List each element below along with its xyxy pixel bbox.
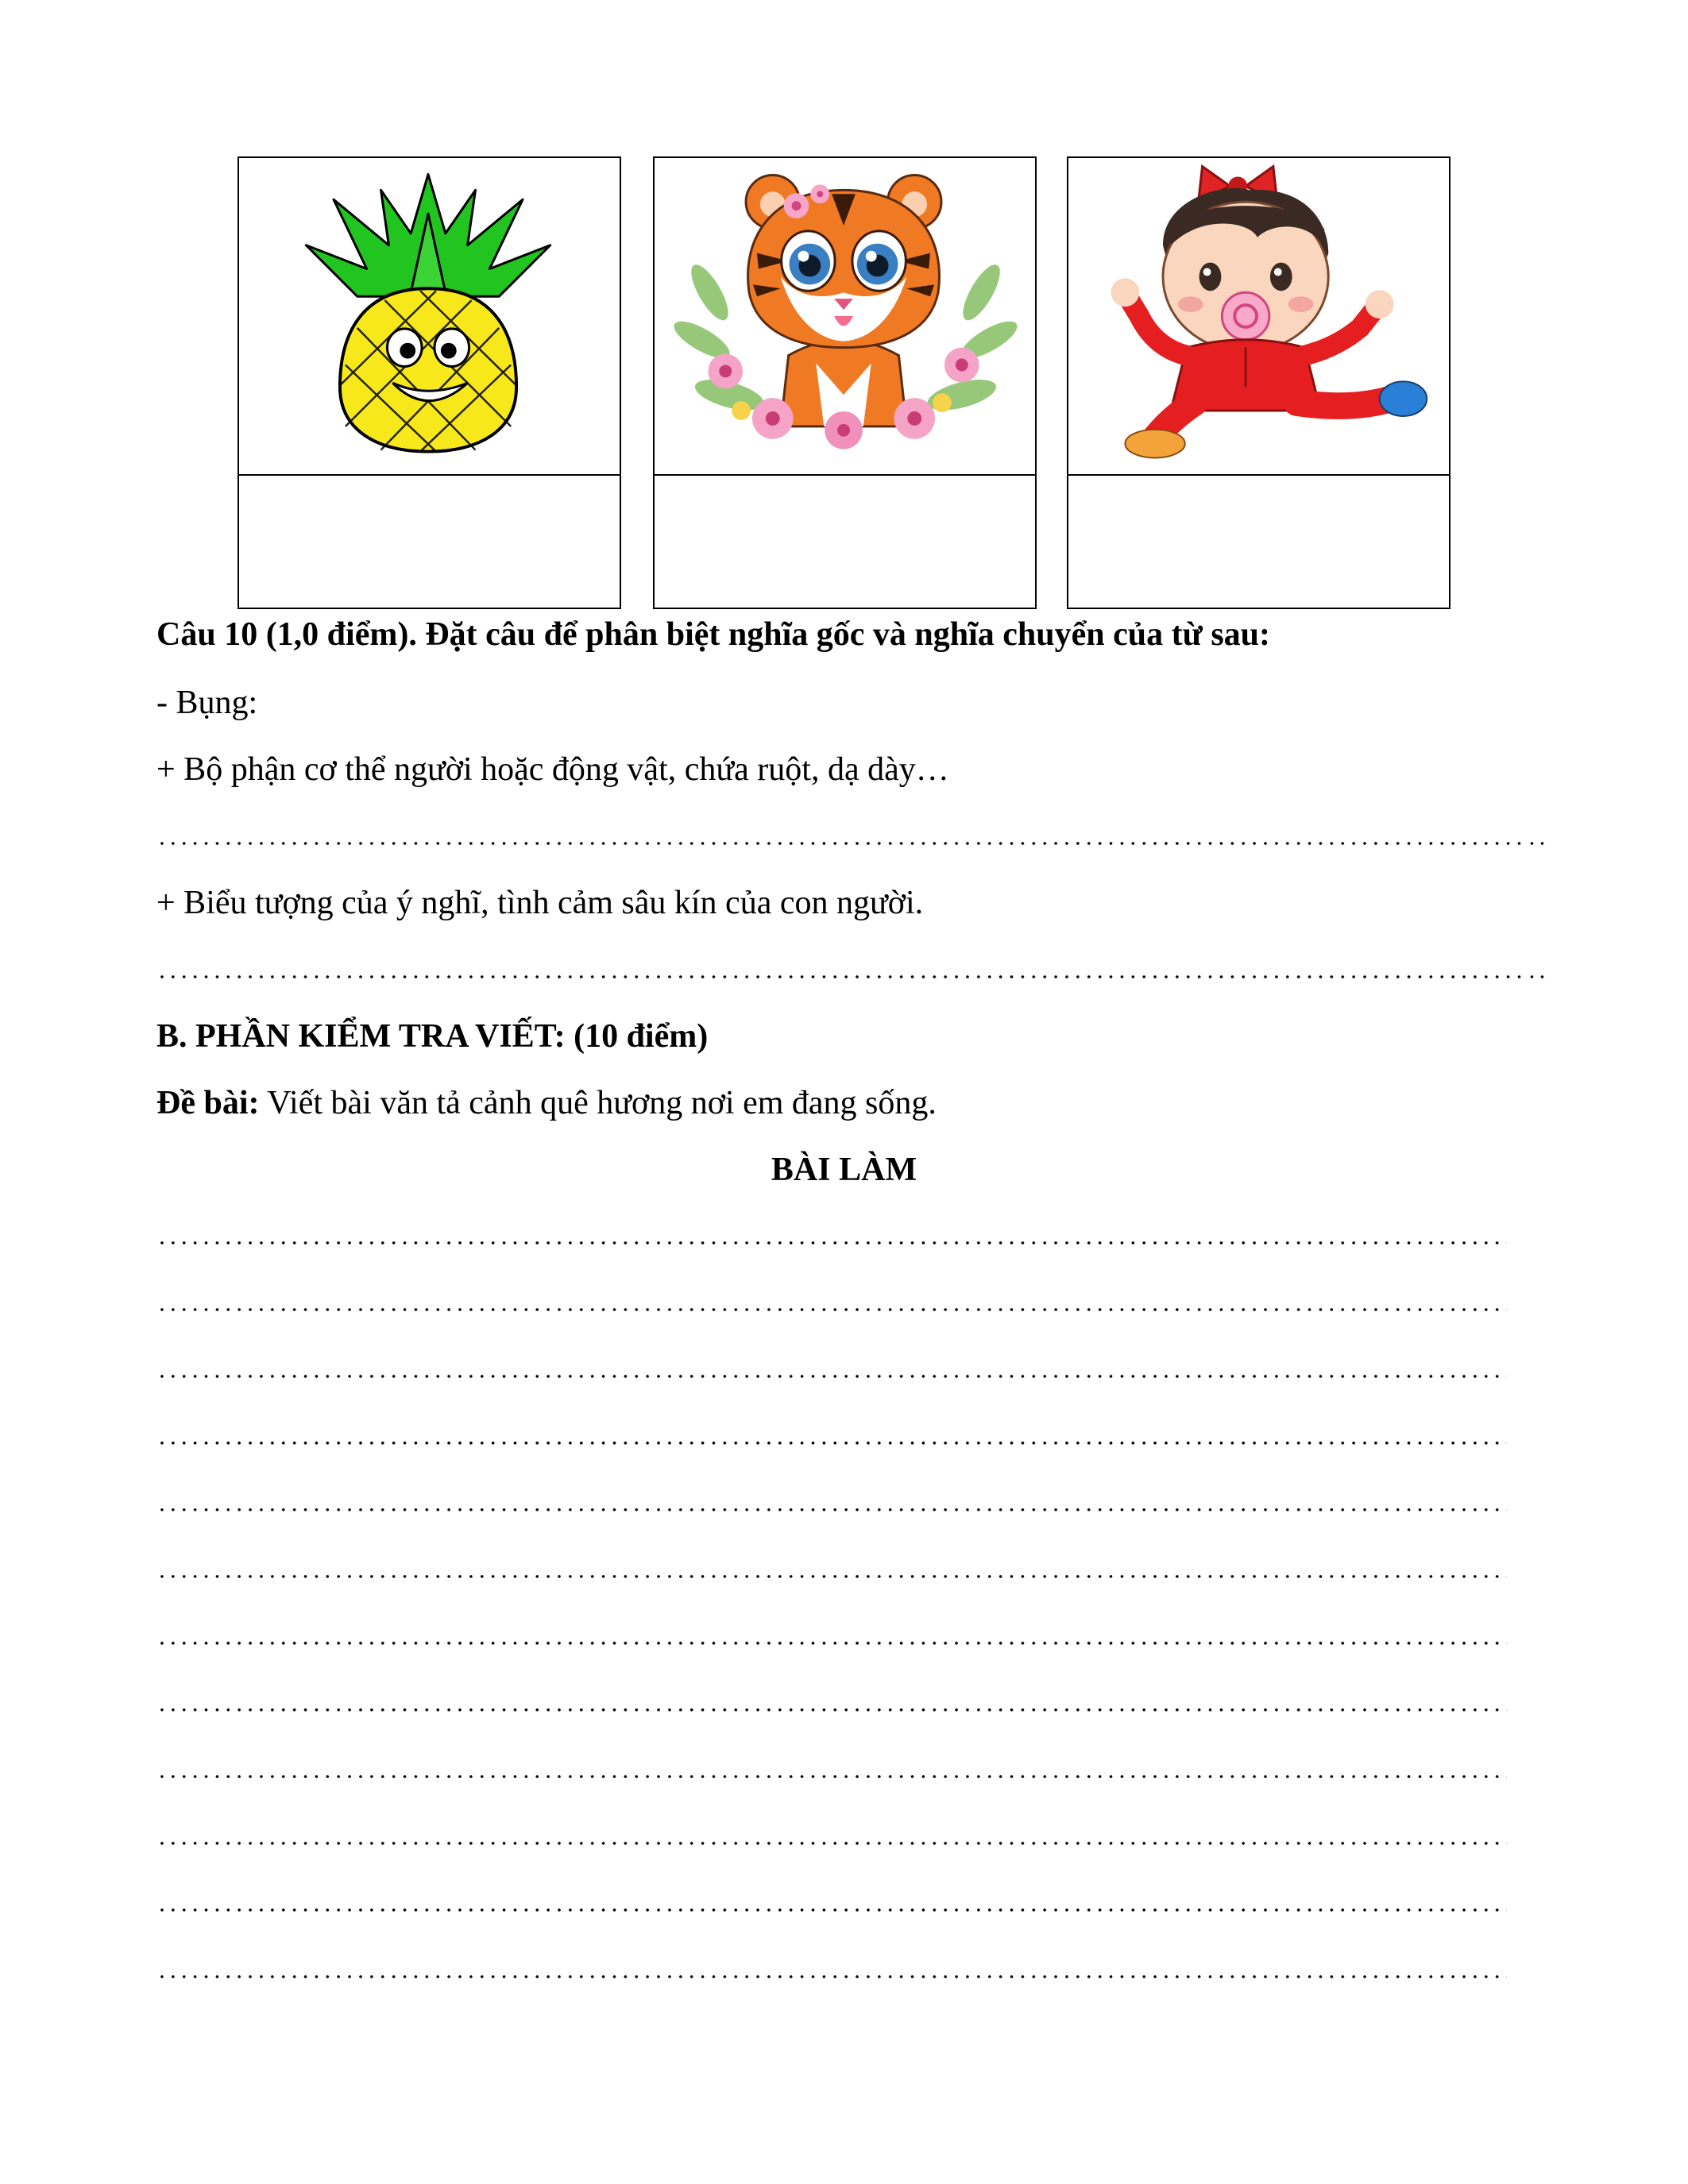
picture-card-tiger [653,156,1037,609]
essay-line[interactable] [156,1975,1507,1978]
essay-line[interactable] [156,1308,1507,1311]
tiger-cub-icon [655,158,1035,476]
answer-box-tiger[interactable] [655,476,1035,608]
essay-prompt-text: Viết bài văn tả cảnh quê hương nơi em đang sống. [259,1085,937,1121]
section-b-title: B. PHẦN KIỂM TRA VIẾT: (10 điểm) [156,1018,709,1055]
answer-heading: BÀI LÀM [771,1152,917,1188]
baby-icon [1068,158,1449,476]
essay-line[interactable] [156,1508,1507,1511]
question-10-meaning-1: + Bộ phận cơ thể người hoặc động vật, chứa ruột, dạ dày… [156,751,949,788]
question-10-meaning-2: + Biểu tượng của ý nghĩ, tình cảm sâu kín của con người. [156,885,924,921]
essay-line[interactable] [156,1775,1507,1778]
essay-prompt-label: Đề bài: [156,1085,260,1121]
picture-card-pineapple [238,156,621,609]
essay-line[interactable] [156,1575,1507,1578]
answer-box-pineapple[interactable] [239,476,620,608]
essay-prompt [156,1081,937,1125]
essay-line[interactable] [156,1375,1507,1378]
answer-box-baby[interactable] [1068,476,1449,608]
answer-line-meaning-2[interactable] [156,975,1527,978]
answer-line-meaning-1[interactable] [156,842,1527,845]
essay-line[interactable] [156,1708,1507,1711]
essay-line[interactable] [156,1842,1507,1845]
question-10-word: - Bụng: [156,685,258,721]
essay-line[interactable] [156,1908,1507,1912]
question-10-title: Câu 10 (1,0 điểm). Đặt câu để phân biệt nghĩa gốc và nghĩa chuyển của từ sau: [156,616,1271,653]
essay-line[interactable] [156,1241,1507,1244]
picture-card-baby [1067,156,1450,609]
essay-line[interactable] [156,1642,1507,1645]
pineapple-icon [239,158,620,476]
essay-line[interactable] [156,1441,1507,1445]
